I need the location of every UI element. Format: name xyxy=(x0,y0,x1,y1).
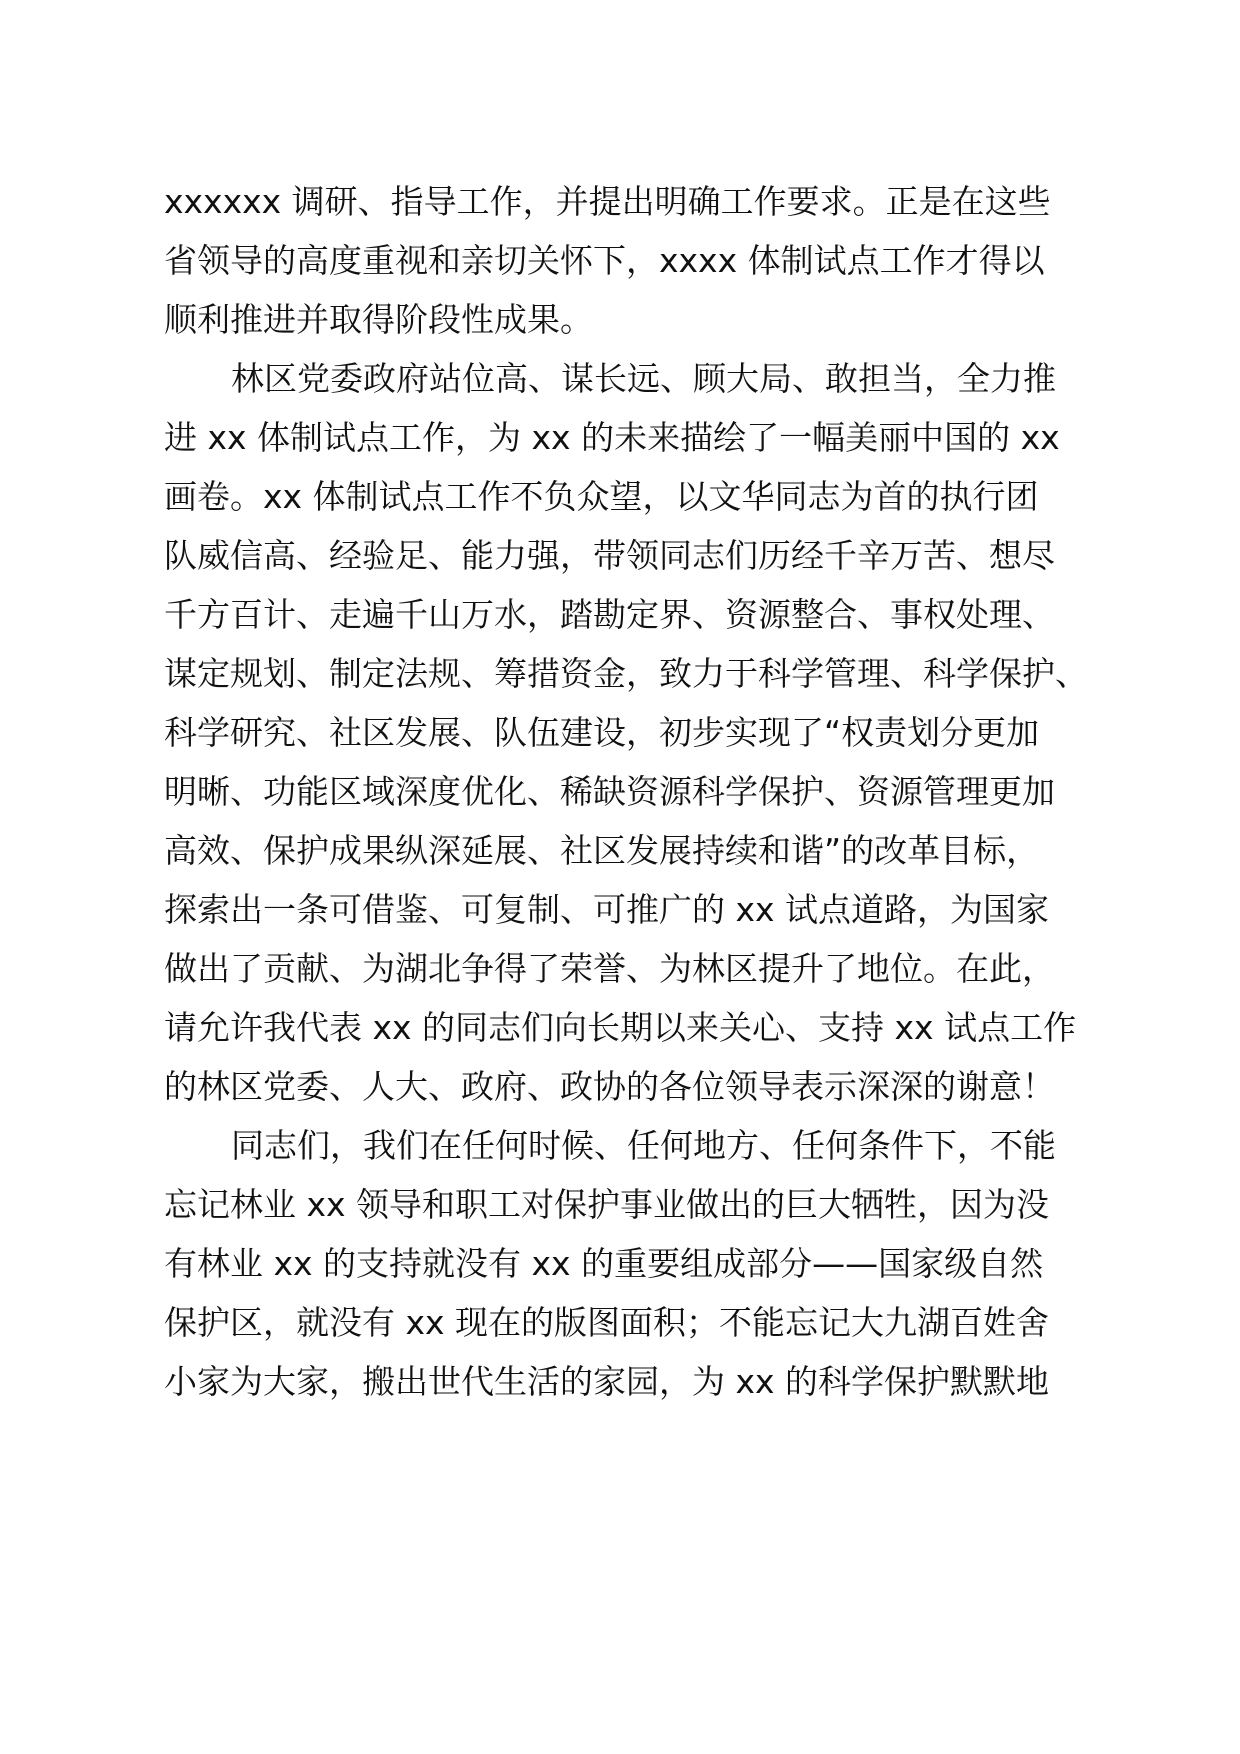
text-line: 队威信高、经验足、能力强，带领同志们历经千辛万苦、想尽 xyxy=(164,536,1055,575)
text-line: 科学研究、社区发展、队伍建设，初步实现了“权责划分更加 xyxy=(164,713,1040,752)
text-line: 千方百计、走遍千山万水，踏勘定界、资源整合、事权处理、 xyxy=(164,595,1055,634)
text-line: 顺利推进并取得阶段性成果。 xyxy=(164,300,593,339)
text-line: 保护区，就没有 xx 现在的版图面积；不能忘记大九湖百姓舍 xyxy=(164,1303,1050,1342)
text-line: 高效、保护成果纵深延展、社区发展持续和谐”的改革目标， xyxy=(164,831,1040,870)
text-line: 谋定规划、制定法规、筹措资金，致力于科学管理、科学保护、 xyxy=(164,654,1088,693)
text-line: 省领导的高度重视和亲切关怀下，xxxx 体制试点工作才得以 xyxy=(164,241,1045,280)
text-line: 忘记林业 xx 领导和职工对保护事业做出的巨大牺牲，因为没 xyxy=(164,1185,1050,1224)
text-line: 有林业 xx 的支持就没有 xx 的重要组成部分——国家级自然 xyxy=(164,1244,1044,1283)
text-line: 探索出一条可借鉴、可复制、可推广的 xx 试点道路，为国家 xyxy=(164,890,1050,929)
text-line: 的林区党委、人大、政府、政协的各位领导表示深深的谢意！ xyxy=(164,1067,1055,1106)
text-line: 进 xx 体制试点工作，为 xx 的未来描绘了一幅美丽中国的 xx xyxy=(164,418,1060,457)
paragraph-start-line: 同志们，我们在任何时候、任何地方、任何条件下，不能 xyxy=(231,1126,1056,1165)
text-line: 小家为大家，搬出世代生活的家园，为 xx 的科学保护默默地 xyxy=(164,1362,1050,1401)
text-line: 请允许我代表 xx 的同志们向长期以来关心、支持 xx 试点工作 xyxy=(164,1008,1077,1047)
text-line: 明晰、功能区域深度优化、稀缺资源科学保护、资源管理更加 xyxy=(164,772,1055,811)
text-line: 做出了贡献、为湖北争得了荣誉、为林区提升了地位。在此， xyxy=(164,949,1055,988)
text-line: xxxxxx 调研、指导工作，并提出明确工作要求。正是在这些 xyxy=(164,182,1051,221)
paragraph-start-line: 林区党委政府站位高、谋长远、顾大局、敢担当，全力推 xyxy=(231,359,1056,398)
text-line: 画卷。xx 体制试点工作不负众望，以文华同志为首的执行团 xyxy=(164,477,1039,516)
